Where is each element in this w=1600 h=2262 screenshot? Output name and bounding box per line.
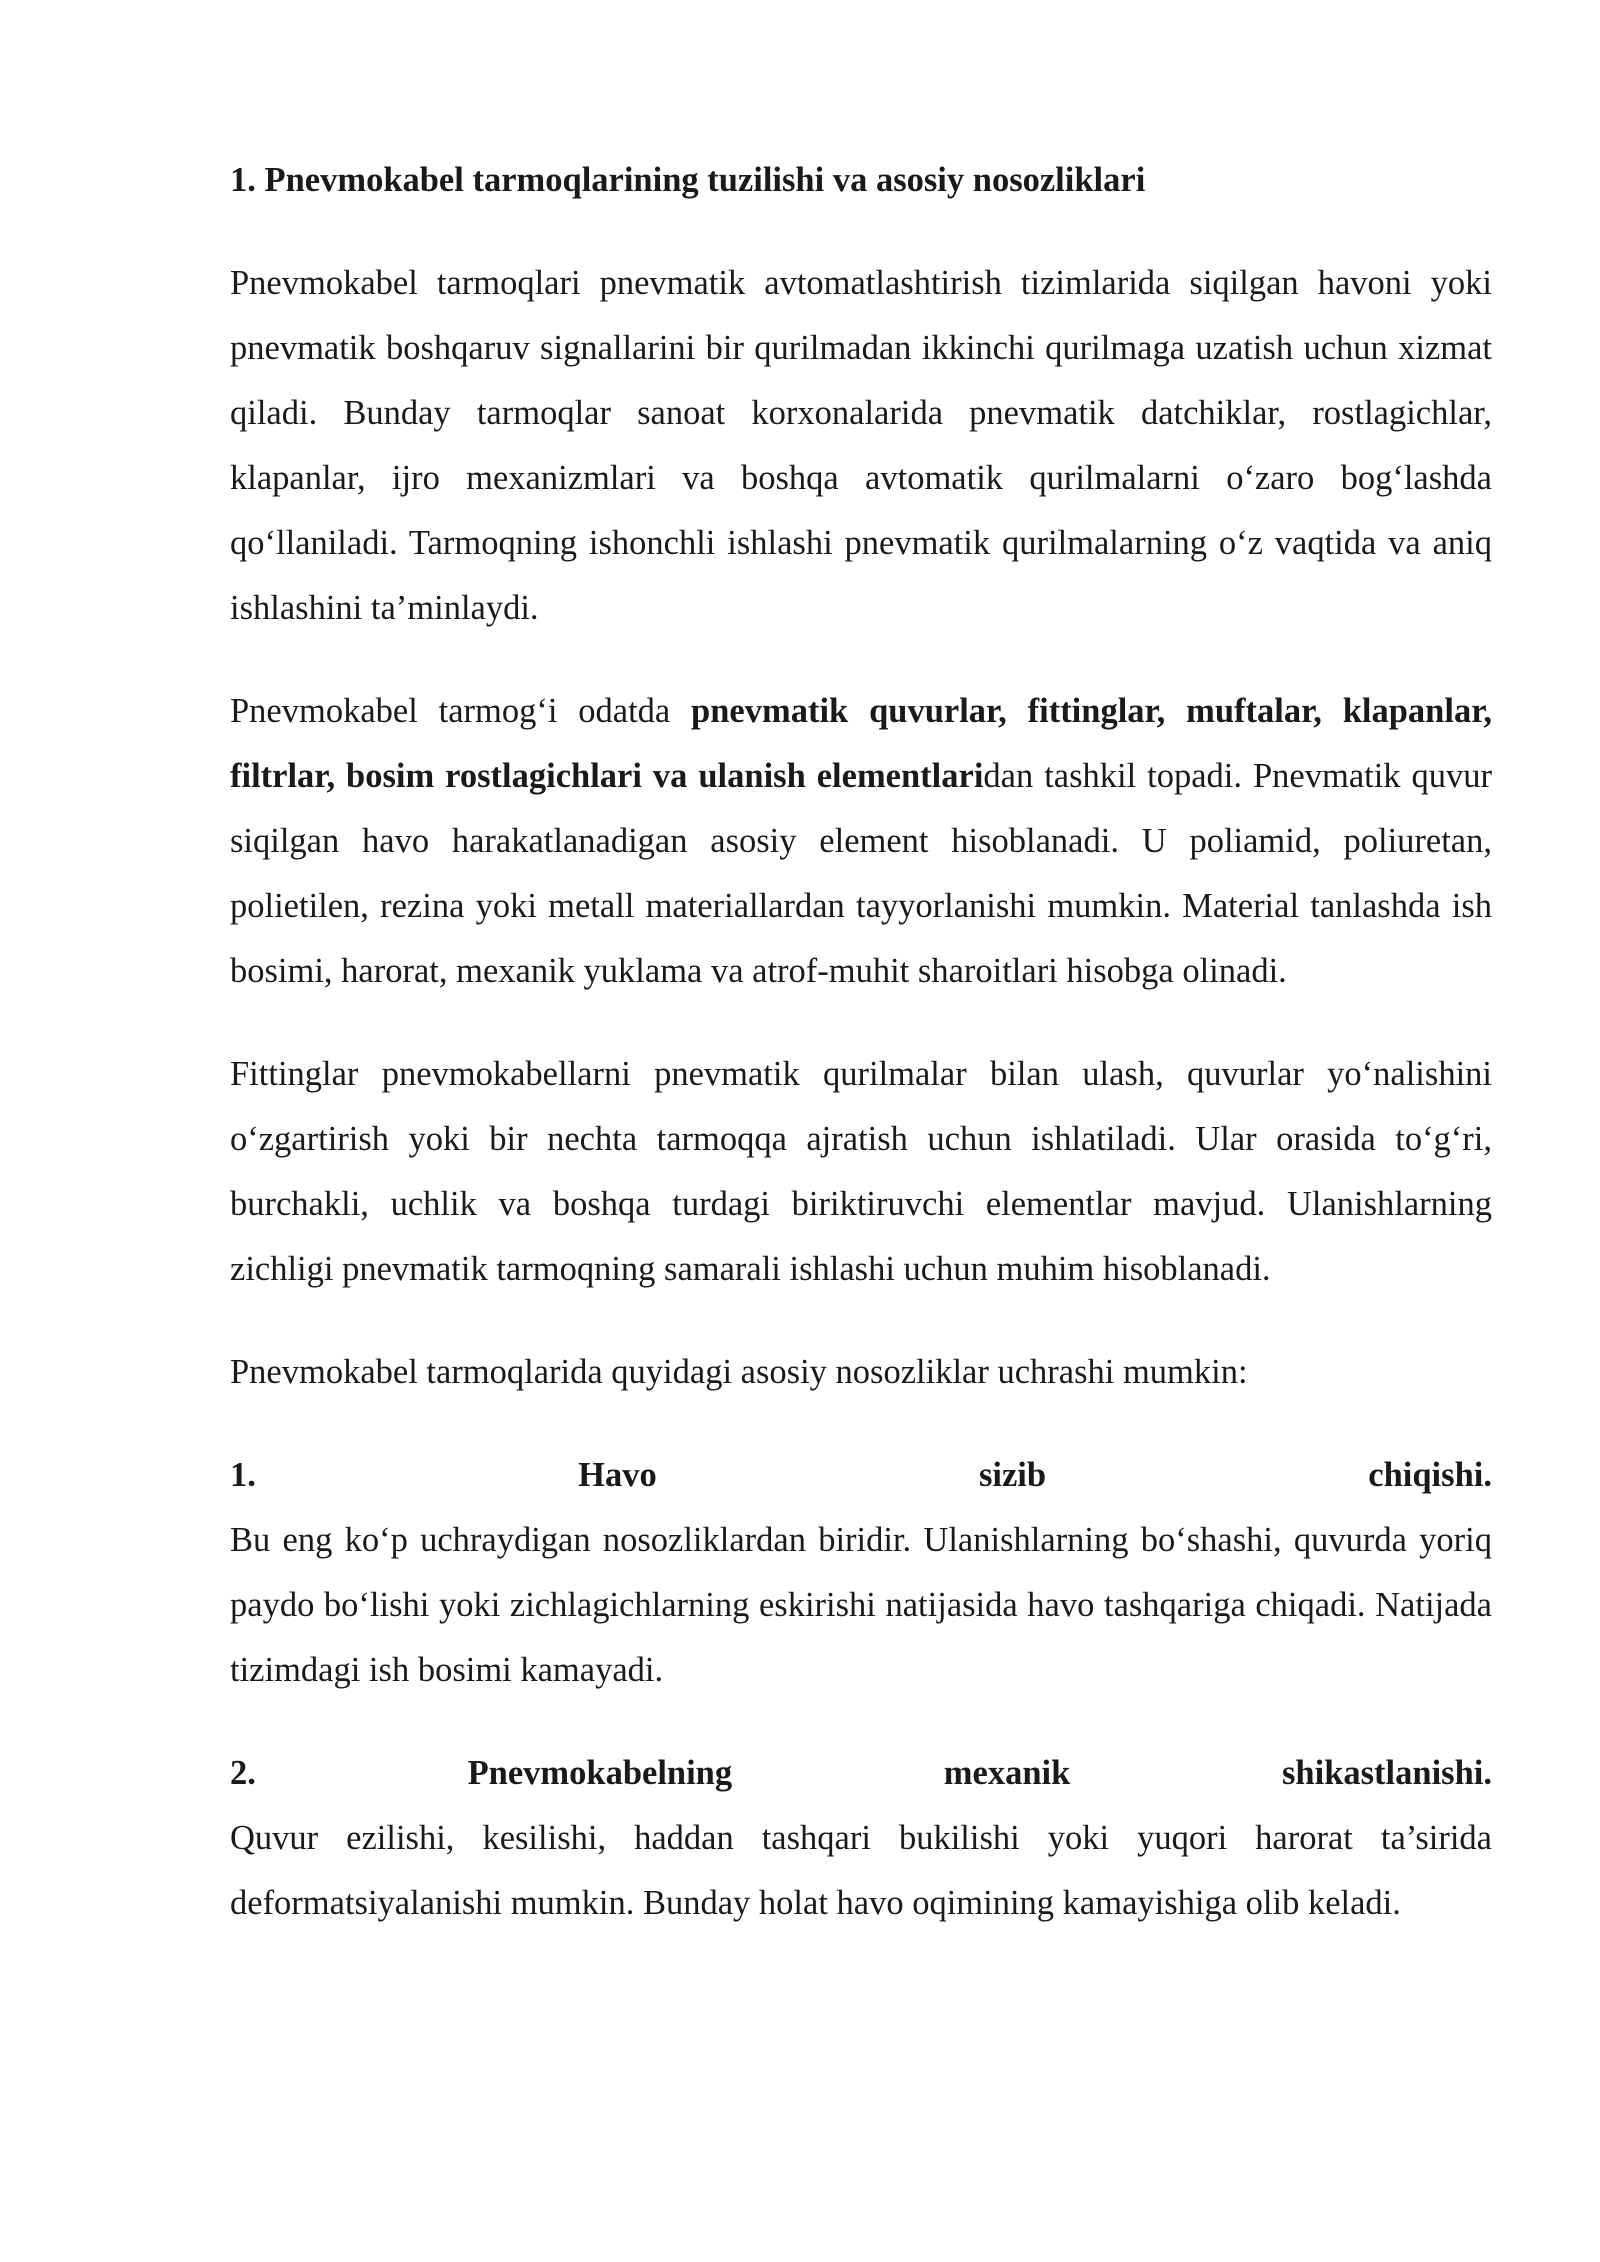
- fault-item-1-word: chiqishi.: [1368, 1456, 1492, 1494]
- document-page: [230, 148, 1492, 1974]
- fault-item-1-number: 1.: [230, 1456, 256, 1494]
- fault-item-2-word: shikastlanishi.: [1282, 1754, 1492, 1792]
- fault-item-1-word: Havo: [578, 1456, 657, 1494]
- fault-item-2-number: 2.: [230, 1754, 256, 1792]
- fault-item-1-word: sizib: [978, 1456, 1047, 1494]
- paragraph-composition-start: Pnevmokabel tarmog‘i odatda: [230, 692, 692, 730]
- paragraph-intro: Pnevmokabel tarmoqlari pnevmatik avtomatlashtirish tizimlarida siqilgan havoni yoki pnevmatik boshqaruv signallarini bir qurilmadan ikkinchi qurilmaga uzatish uchun xizmat qiladi. Bunday tarmoqlar sanoat korxonalarida pnevmatik datchiklar, rostlagichlar, klapanlar, ijro mexanizmlari va boshqa avtomatik qurilmalarni o‘zaro bog‘lashda qo‘llaniladi. Tarmoqning ishonchli ishlashi pnevmatik qurilmalarning o‘z vaqtida va aniq ishlashini ta’minlaydi.: [230, 264, 1492, 627]
- fault-item-2-title: [230, 1741, 1492, 1806]
- section-heading: 1. Pnevmokabel tarmoqlarining tuzilishi va asosiy nosozliklari: [230, 161, 1146, 199]
- paragraph-fittings: Fittinglar pnevmokabellarni pnevmatik qurilmalar bilan ulash, quvurlar yo‘nalishini o‘zgartirish yoki bir nechta tarmoqqa ajratish uchun ishlatiladi. Ular orasida to‘g‘ri, burchakli, uchlik va boshqa turdagi biriktiruvchi elementlar mavjud. Ulanishlarning zichligi pnevmatik tarmoqning samarali ishlashi uchun muhim hisoblanadi.: [230, 1055, 1492, 1288]
- paragraph-faults-intro: Pnevmokabel tarmoqlarida quyidagi asosiy nosozliklar uchrashi mumkin:: [230, 1353, 1248, 1391]
- fault-item-2-text: Quvur ezilishi, kesilishi, haddan tashqari bukilishi yoki yuqori harorat ta’sirida deformatsiyalanishi mumkin. Bunday holat havo oqimining kamayishiga olib keladi.: [230, 1819, 1492, 1922]
- paragraph-composition-bold: pnevmatik quvurlar, fittinglar, muftalar, klapanlar, filtrlar, bosim rostlagichlari va ulanish elementlari: [230, 692, 1492, 795]
- paragraph-composition: [230, 679, 1492, 1004]
- fault-item-2: [230, 1741, 1492, 1936]
- fault-item-2-word: mexanik: [943, 1754, 1071, 1792]
- fault-item-1-text: Bu eng ko‘p uchraydigan nosozliklardan biridir. Ulanishlarning bo‘shashi, quvurda yoriq paydo bo‘lishi yoki zichlagichlarning eskirishi natijasida havo tashqariga chiqadi. Natijada tizimdagi ish bosimi kamayadi.: [230, 1521, 1492, 1689]
- fault-item-1-title: [230, 1443, 1492, 1508]
- fault-item-2-word: Pnevmokabelning: [467, 1754, 733, 1792]
- paragraph-composition-end: dan tashkil topadi. Pnevmatik quvur siqilgan havo harakatlanadigan asosiy element hisoblanadi. U poliamid, poliuretan, polietilen, rezina yoki metall materiallardan tayyorlanishi mumkin. Material tanlashda ish bosimi, harorat, mexanik yuklama va atrof-muhit sharoitlari hisobga olinadi.: [230, 757, 1492, 990]
- fault-item-1: [230, 1443, 1492, 1703]
